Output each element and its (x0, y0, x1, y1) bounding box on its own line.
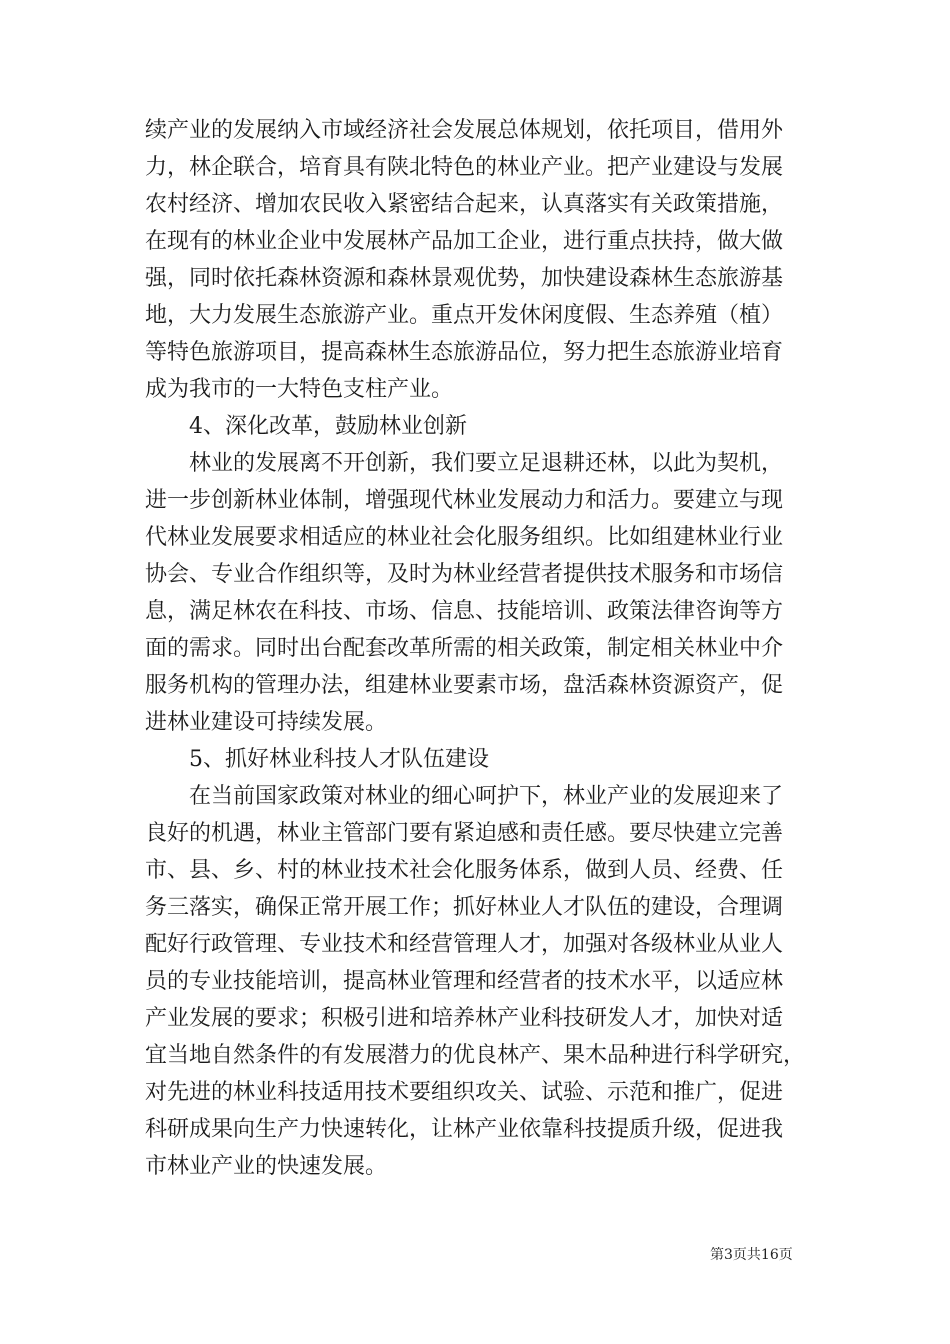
text-line: 续产业的发展纳入市域经济社会发展总体规划，依托项目，借用外 (145, 118, 784, 143)
text-line: 科研成果向生产力快速转化，让林产业依靠科技提质升级，促进我 (145, 1117, 784, 1142)
text-line: 宜当地自然条件的有发展潜力的优良林产、果木品种进行科学研究， (145, 1043, 806, 1068)
text-line: 代林业发展要求相适应的林业社会化服务组织。比如组建林业行业 (145, 525, 784, 550)
text-line: 地，大力发展生态旅游产业。重点开发休闲度假、生态养殖（植） (145, 303, 784, 328)
text-line: 服务机构的管理办法，组建林业要素市场，盘活森林资源资产，促 (145, 673, 784, 698)
text-line: 面的需求。同时出台配套改革所需的相关政策，制定相关林业中介 (145, 636, 784, 661)
text-line: 息，满足林农在科技、市场、信息、技能培训、政策法律咨询等方 (145, 599, 784, 624)
text-line: 良好的机遇，林业主管部门要有紧迫感和责任感。要尽快建立完善 (145, 821, 784, 846)
text-line: 市、县、乡、村的林业技术社会化服务体系，做到人员、经费、任 (145, 858, 784, 883)
text-line: 等特色旅游项目，提高森林生态旅游品位，努力把生态旅游业培育 (145, 340, 784, 365)
paragraph-start: 林业的发展离不开创新，我们要立足退耕还林，以此为契机， (189, 451, 784, 476)
section-heading-5: 5、抓好林业科技人才队伍建设 (189, 747, 489, 772)
text-line: 员的专业技能培训，提高林业管理和经营者的技术水平，以适应林 (145, 969, 784, 994)
text-line: 协会、专业合作组织等，及时为林业经营者提供技术服务和市场信 (145, 562, 784, 587)
text-line: 力，林企联合，培育具有陕北特色的林业产业。把产业建设与发展 (145, 155, 784, 180)
page-number: 第3页共16页 (710, 1247, 793, 1263)
text-line: 务三落实，确保正常开展工作；抓好林业人才队伍的建设，合理调 (145, 895, 784, 920)
text-line: 配好行政管理、专业技术和经营管理人才，加强对各级林业从业人 (145, 932, 784, 957)
text-line: 市林业产业的快速发展。 (145, 1154, 388, 1179)
text-line: 在现有的林业企业中发展林产品加工企业，进行重点扶持，做大做 (145, 229, 784, 254)
text-line: 成为我市的一大特色支柱产业。 (145, 377, 454, 402)
text-line: 进林业建设可持续发展。 (145, 710, 388, 735)
text-line: 农村经济、增加农民收入紧密结合起来，认真落实有关政策措施， (145, 192, 784, 217)
text-line: 对先进的林业科技适用技术要组织攻关、试验、示范和推广，促进 (145, 1080, 784, 1105)
text-line: 产业发展的要求；积极引进和培养林产业科技研发人才，加快对适 (145, 1006, 784, 1031)
text-line: 强，同时依托森林资源和森林景观优势，加快建设森林生态旅游基 (145, 266, 784, 291)
paragraph-start: 在当前国家政策对林业的细心呵护下，林业产业的发展迎来了 (189, 784, 784, 809)
section-heading-4: 4、深化改革，鼓励林业创新 (189, 414, 467, 439)
text-line: 进一步创新林业体制，增强现代林业发展动力和活力。要建立与现 (145, 488, 784, 513)
body-text (145, 112, 810, 1185)
